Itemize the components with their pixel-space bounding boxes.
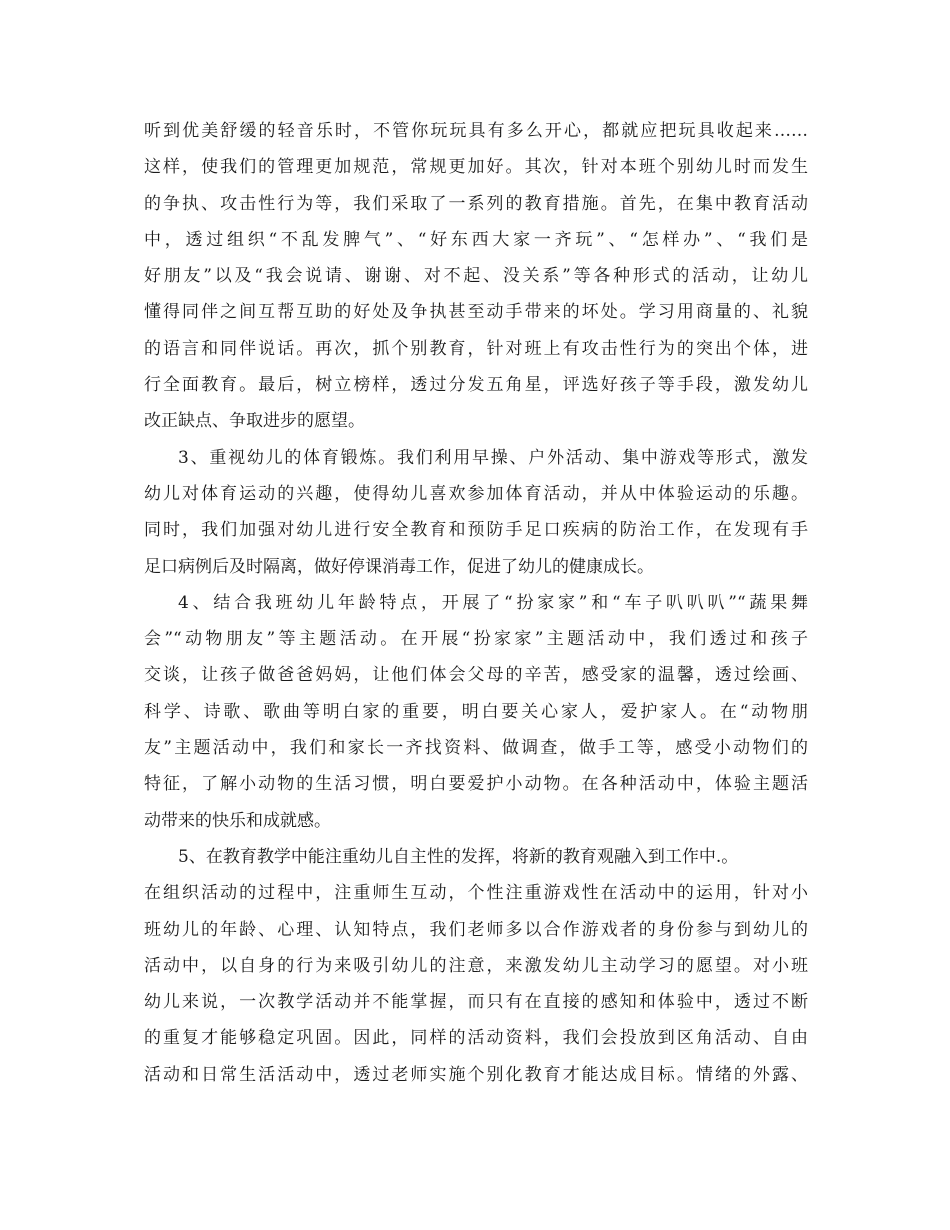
text-line: 行全面教育。最后，树立榜样，透过分发五角星，评选好孩子等手段，激发幼儿 [144,375,808,396]
text-line: 足口病例后及时隔离，做好停课消毒工作，促进了幼儿的健康成长。 [144,556,654,577]
text-line: 听到优美舒缓的轻音乐时，不管你玩玩具有多么开心，都就应把玩具收起来…… [144,121,808,141]
text-line: 中，透过组织“不乱发脾气”、“好东西大家一齐玩”、“怎样办”、“我们是 [144,229,808,250]
text-line: 班幼儿的年龄、心理、认知特点，我们老师多以合作游戏者的身份参与到幼儿的 [144,919,808,940]
text-line: 的争执、攻击性行为等，我们采取了一系列的教育措施。首先，在集中教育活动 [144,193,808,214]
text-line: 幼儿对体育运动的兴趣，使得幼儿喜欢参加体育活动，并从中体验运动的乐趣。 [144,483,808,504]
text-line: 科学、诗歌、歌曲等明白家的重要，明白要关心家人，爱护家人。在“动物朋 [144,701,808,722]
text-line: 的语言和同伴说话。再次，抓个别教育，针对班上有攻击性行为的突出个体，进 [144,338,808,359]
text-line: 这样，使我们的管理更加规范，常规更加好。其次，针对本班个别幼儿时而发生 [144,157,808,178]
text-line: 3、重视幼儿的体育锻炼。我们利用早操、户外活动、集中游戏等形式，激发 [178,447,808,468]
document-body [144,113,808,1093]
text-line: 的重复才能够稳定巩固。因此，同样的活动资料，我们会投放到区角活动、自由 [144,1028,808,1049]
text-line: 活动和日常生活活动中，透过老师实施个别化教育才能达成目标。情绪的外露、 [144,1064,808,1085]
text-line: 同时，我们加强对幼儿进行安全教育和预防手足口疾病的防治工作，在发现有手 [144,520,808,541]
text-line: 活动中，以自身的行为来吸引幼儿的注意，来激发幼儿主动学习的愿望。对小班 [144,955,808,976]
text-line: 动带来的快乐和成就感。 [144,810,331,831]
text-line: 交谈，让孩子做爸爸妈妈，让他们体会父母的辛苦，感受家的温馨，透过绘画、 [144,665,808,686]
text-line: 懂得同伴之间互帮互助的好处及争执甚至动手带来的坏处。学习用商量的、礼貌 [144,302,808,323]
text-line: 5、在教育教学中能注重幼儿自主性的发挥，将新的教育观融入到工作中.。 [178,846,739,867]
text-line: 在组织活动的过程中，注重师生互动，个性注重游戏性在活动中的运用，针对小 [144,883,808,904]
text-line: 4、结合我班幼儿年龄特点，开展了“扮家家”和“车子叭叭叭”“蔬果舞 [178,592,808,613]
text-line: 好朋友”以及“我会说请、谢谢、对不起、没关系”等各种形式的活动，让幼儿 [144,266,808,287]
text-line: 改正缺点、争取进步的愿望。 [144,411,365,432]
text-line: 幼儿来说，一次教学活动并不能掌握，而只有在直接的感知和体验中，透过不断 [144,992,808,1013]
text-line: 友”主题活动中，我们和家长一齐找资料、做调查，做手工等，感受小动物们的 [144,738,808,759]
text-line: 会”“动物朋友”等主题活动。在开展“扮家家”主题活动中，我们透过和孩子 [144,629,808,650]
text-line: 特征，了解小动物的生活习惯，明白要爱护小动物。在各种活动中，体验主题活 [144,774,808,795]
